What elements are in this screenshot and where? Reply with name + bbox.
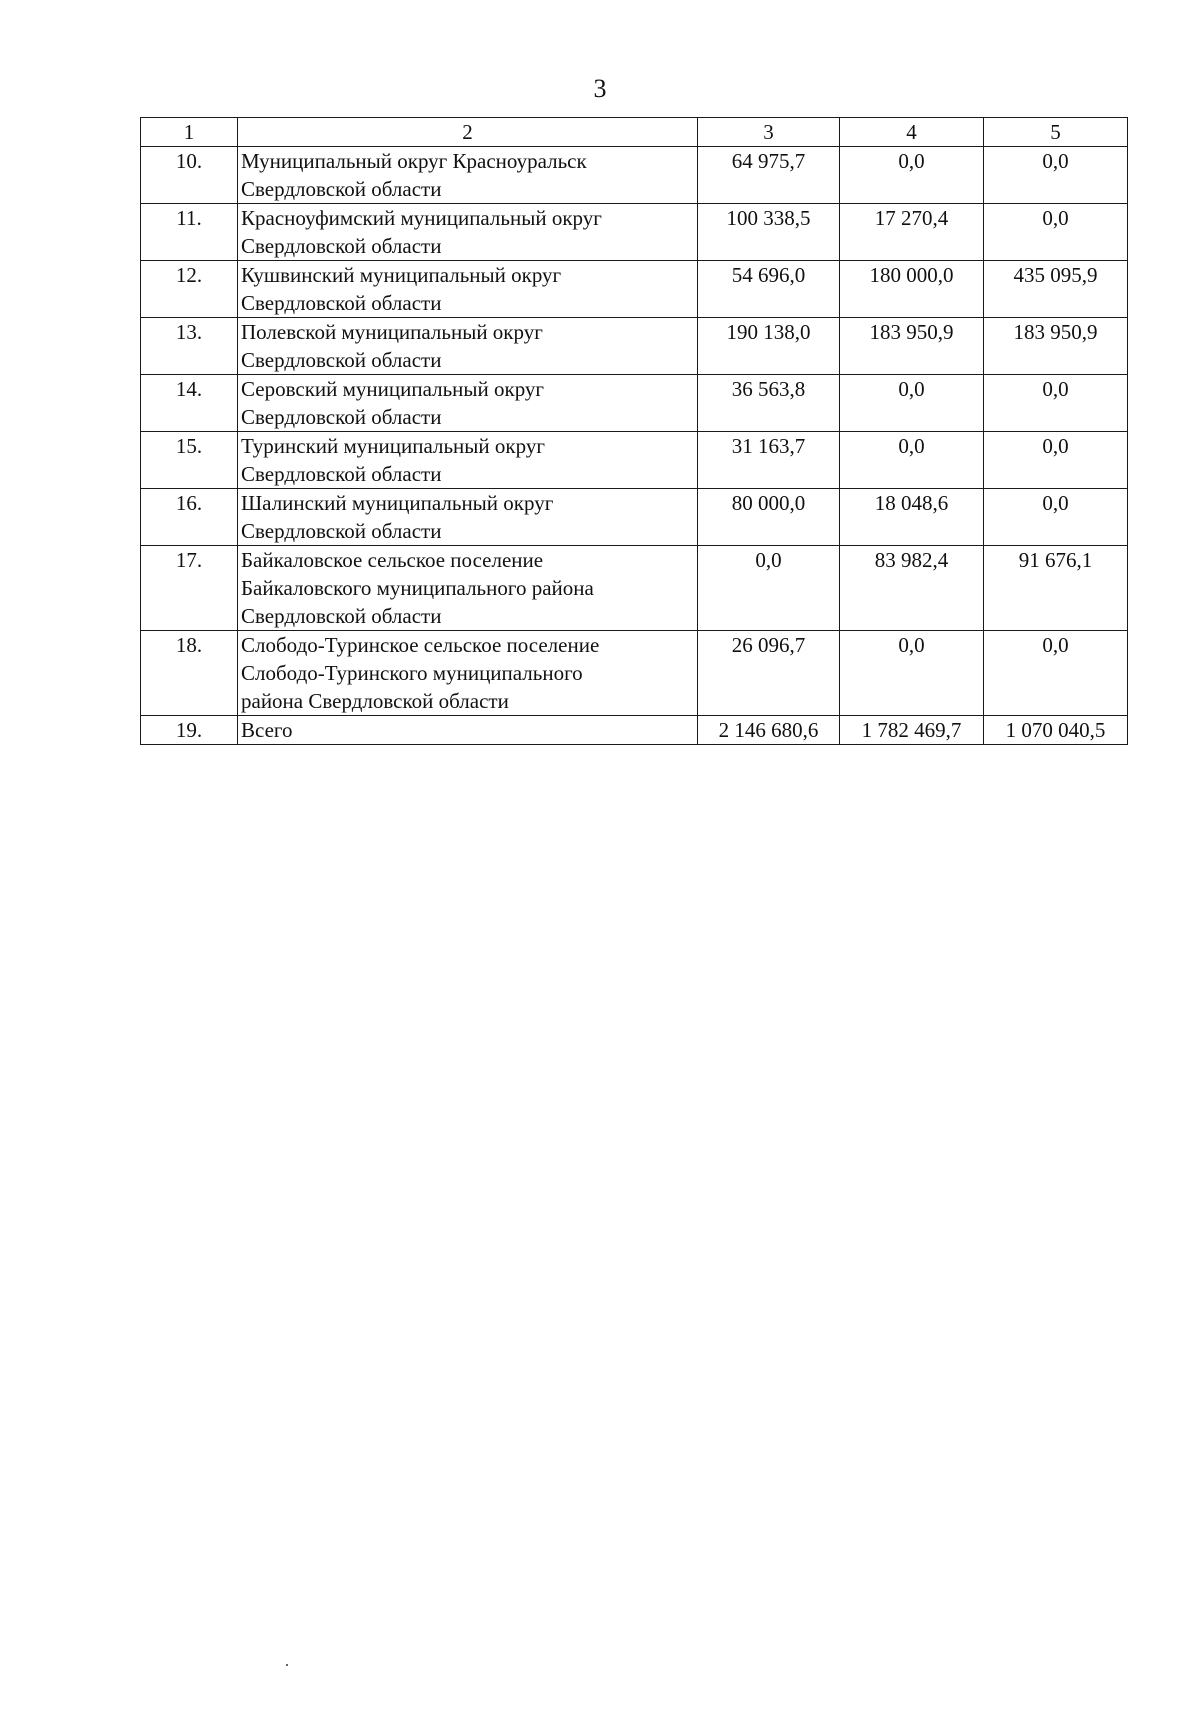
value-cell-c4: 0,0 xyxy=(840,631,984,716)
value-cell-c5: 0,0 xyxy=(984,432,1128,489)
row-number-cell: 13. xyxy=(141,318,238,375)
value-cell-c5: 91 676,1 xyxy=(984,546,1128,631)
municipality-name-line: Серовский муниципальный округ xyxy=(241,377,545,401)
municipality-name-line: Свердловской области xyxy=(241,462,442,486)
table-row xyxy=(141,631,1128,716)
row-number-cell: 10. xyxy=(141,147,238,204)
municipality-name-line: Свердловской области xyxy=(241,405,442,429)
municipality-name-line: Шалинский муниципальный округ xyxy=(241,491,554,515)
value-cell-c3: 190 138,0 xyxy=(698,318,840,375)
municipality-name-line: Свердловской области xyxy=(241,291,442,315)
row-number-cell: 15. xyxy=(141,432,238,489)
header-cell-1: 1 xyxy=(141,118,238,147)
municipality-name-cell xyxy=(238,375,698,432)
table-row xyxy=(141,261,1128,318)
scan-speck xyxy=(286,1664,288,1666)
row-number-cell: 16. xyxy=(141,489,238,546)
value-cell-c4: 0,0 xyxy=(840,432,984,489)
municipality-name-line: Кушвинский муниципальный округ xyxy=(241,263,562,287)
value-cell-c5: 1 070 040,5 xyxy=(984,716,1128,745)
value-cell-c4: 18 048,6 xyxy=(840,489,984,546)
municipality-name-cell xyxy=(238,631,698,716)
municipality-name-line: Слободо-Туринское сельское поселение xyxy=(241,633,600,657)
value-cell-c5: 0,0 xyxy=(984,204,1128,261)
row-number-cell: 18. xyxy=(141,631,238,716)
municipality-name-line: Байкаловское сельское поселение xyxy=(241,548,544,572)
row-number-cell: 19. xyxy=(141,716,238,745)
table-body xyxy=(141,118,1128,745)
row-number-cell: 17. xyxy=(141,546,238,631)
municipality-name-cell xyxy=(238,716,698,745)
municipality-name-line: Свердловской области xyxy=(241,234,442,258)
value-cell-c3: 36 563,8 xyxy=(698,375,840,432)
value-cell-c4: 83 982,4 xyxy=(840,546,984,631)
value-cell-c5: 435 095,9 xyxy=(984,261,1128,318)
municipality-name-cell xyxy=(238,489,698,546)
value-cell-c5: 183 950,9 xyxy=(984,318,1128,375)
header-cell-2: 2 xyxy=(238,118,698,147)
value-cell-c3: 0,0 xyxy=(698,546,840,631)
municipality-name-cell xyxy=(238,261,698,318)
municipality-name-line: района Свердловской области xyxy=(241,689,509,713)
budget-table xyxy=(140,117,1128,745)
value-cell-c3: 26 096,7 xyxy=(698,631,840,716)
row-number-cell: 12. xyxy=(141,261,238,318)
municipality-name-line: Красноуфимский муниципальный округ xyxy=(241,206,602,230)
table-row xyxy=(141,716,1128,745)
value-cell-c3: 80 000,0 xyxy=(698,489,840,546)
municipality-name-line: Байкаловского муниципального района xyxy=(241,576,594,600)
municipality-name-line: Полевской муниципальный округ xyxy=(241,320,543,344)
value-cell-c4: 17 270,4 xyxy=(840,204,984,261)
value-cell-c4: 0,0 xyxy=(840,147,984,204)
municipality-name-cell xyxy=(238,318,698,375)
value-cell-c3: 64 975,7 xyxy=(698,147,840,204)
municipality-name-cell xyxy=(238,546,698,631)
municipality-name-line: Всего xyxy=(241,718,293,742)
table-row xyxy=(141,375,1128,432)
municipality-name-line: Свердловской области xyxy=(241,177,442,201)
municipality-name-cell xyxy=(238,147,698,204)
table-row xyxy=(141,204,1128,261)
row-number-cell: 11. xyxy=(141,204,238,261)
value-cell-c3: 2 146 680,6 xyxy=(698,716,840,745)
value-cell-c3: 31 163,7 xyxy=(698,432,840,489)
value-cell-c5: 0,0 xyxy=(984,489,1128,546)
row-number-cell: 14. xyxy=(141,375,238,432)
value-cell-c3: 54 696,0 xyxy=(698,261,840,318)
table-header-row xyxy=(141,118,1128,147)
municipality-name-line: Туринский муниципальный округ xyxy=(241,434,545,458)
municipality-name-line: Муниципальный округ Красноуральск xyxy=(241,149,587,173)
municipality-name-cell xyxy=(238,204,698,261)
value-cell-c4: 180 000,0 xyxy=(840,261,984,318)
value-cell-c5: 0,0 xyxy=(984,631,1128,716)
header-cell-4: 4 xyxy=(840,118,984,147)
value-cell-c4: 0,0 xyxy=(840,375,984,432)
municipality-name-line: Свердловской области xyxy=(241,519,442,543)
table-row xyxy=(141,546,1128,631)
table-row xyxy=(141,432,1128,489)
value-cell-c5: 0,0 xyxy=(984,147,1128,204)
table-row xyxy=(141,318,1128,375)
value-cell-c4: 183 950,9 xyxy=(840,318,984,375)
municipality-name-line: Свердловской области xyxy=(241,604,442,628)
value-cell-c5: 0,0 xyxy=(984,375,1128,432)
header-cell-5: 5 xyxy=(984,118,1128,147)
table-row xyxy=(141,147,1128,204)
header-cell-3: 3 xyxy=(698,118,840,147)
value-cell-c4: 1 782 469,7 xyxy=(840,716,984,745)
municipality-name-cell xyxy=(238,432,698,489)
municipality-name-line: Слободо-Туринского муниципального xyxy=(241,661,583,685)
page-number: 3 xyxy=(593,74,607,103)
table-row xyxy=(141,489,1128,546)
value-cell-c3: 100 338,5 xyxy=(698,204,840,261)
municipality-name-line: Свердловской области xyxy=(241,348,442,372)
